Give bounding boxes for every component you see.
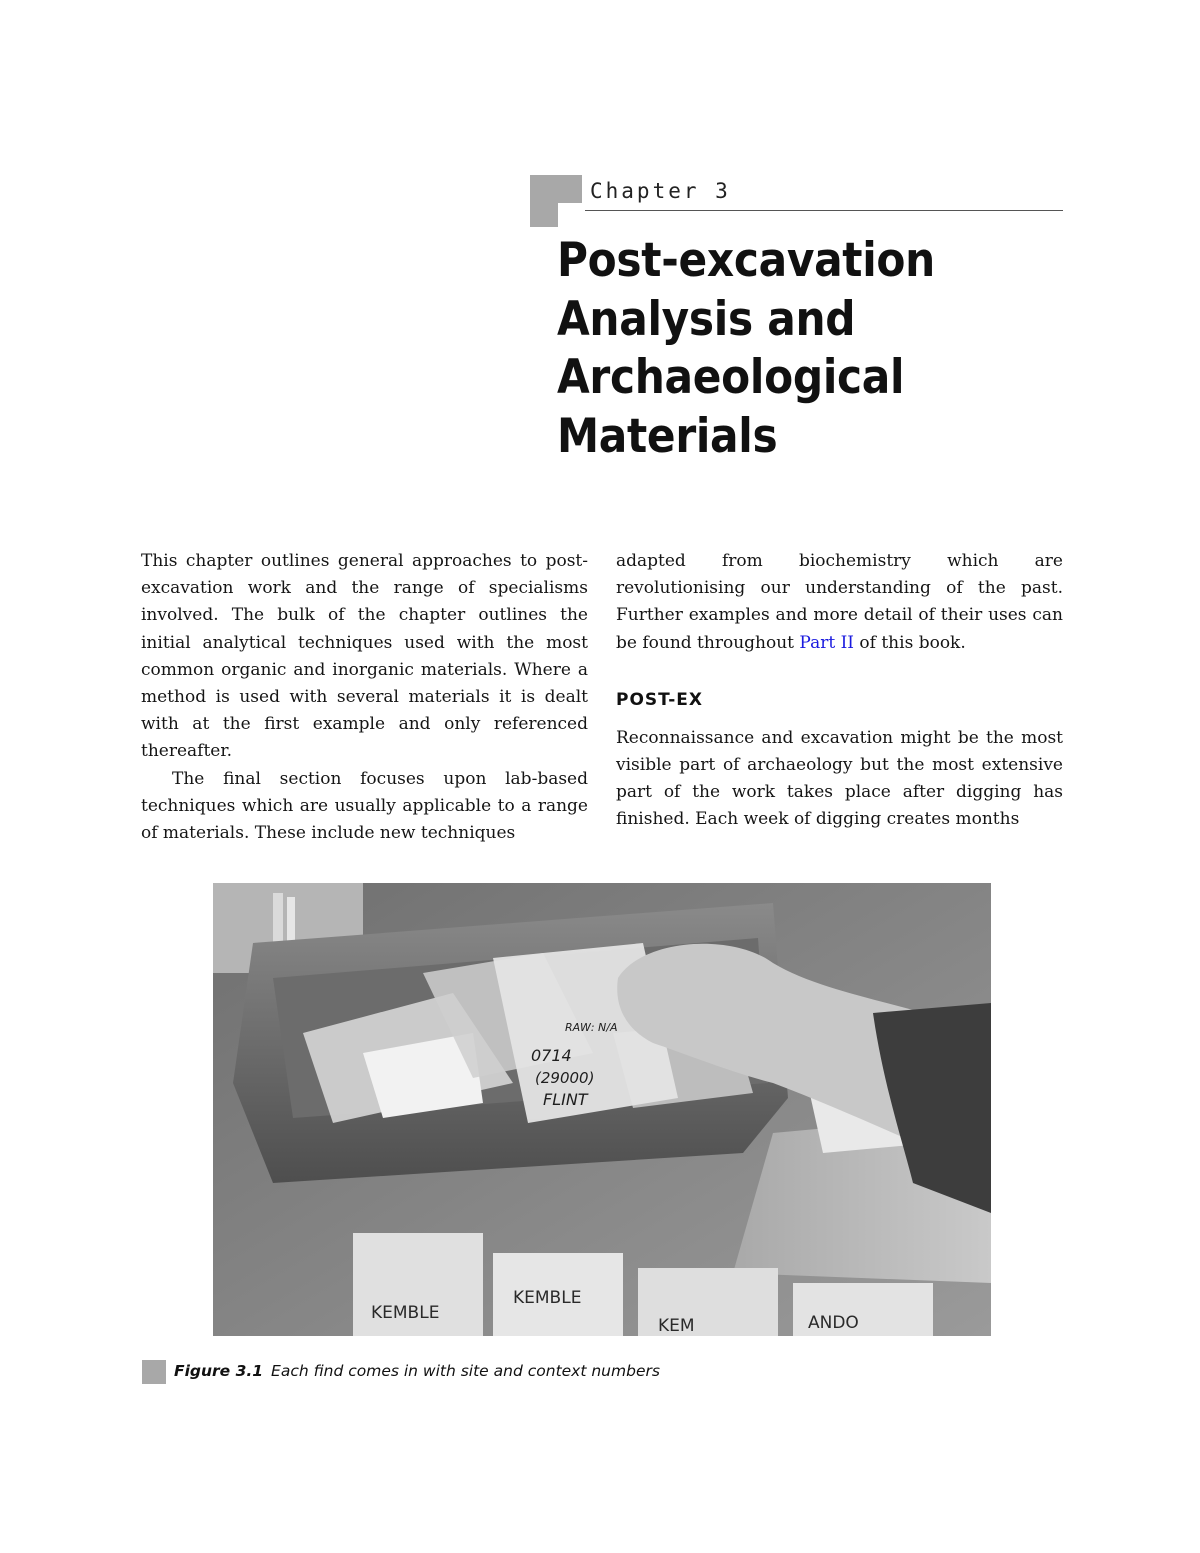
post-ex-paragraph: Reconnaissance and excavation might be the most visible part of archaeology but the most extensive part of the work takes place after digging has finished. Each week of digging creates months — [616, 727, 1063, 830]
part-ii-link[interactable]: Part II — [799, 632, 855, 653]
chapter-rule — [585, 210, 1063, 211]
chapter-title — [557, 232, 1077, 466]
section-heading-post-ex: POST-EX — [616, 689, 704, 710]
figure-photo-illustration — [213, 883, 991, 1336]
box-label-kemble-1: KEMBLE — [371, 1303, 440, 1323]
continuation-text-end: of this book. — [854, 632, 966, 653]
chapter-title-line-2: Analysis and — [557, 291, 856, 347]
continuation-paragraph — [616, 548, 1063, 657]
chapter-label: Chapter 3 — [590, 179, 731, 203]
intro-paragraph: This chapter outlines general approaches to post-excavation work and the range of specialisms involved. The bulk of the chapter outlines the initial analytical techniques used with the most common organic and inorganic materials. Where a method is used with several materials it is dealt with at the first example and only referenced thereafter. — [141, 551, 588, 762]
caption-marker — [142, 1360, 166, 1384]
chapter-marker-notch — [558, 203, 582, 227]
chapter-title-line-3: Archaeological — [557, 350, 905, 405]
box-label-ando: ANDO — [808, 1313, 859, 1333]
box-label-kem: KEM — [658, 1316, 695, 1336]
continuation-text: adapted from biochemistry which are revolutionising our understanding of the past. Further examples and more detail of their uses can be found throughout — [616, 551, 1063, 653]
figure-photo — [213, 883, 991, 1336]
bag-label-context: (29000) — [535, 1069, 595, 1087]
chapter-title-line-1: Post-excavation — [557, 233, 935, 288]
bag-label-material: FLINT — [543, 1090, 588, 1109]
final-section-paragraph: The final section focuses upon lab-based techniques which are usually applicable to a range of materials. These include new techniques — [141, 768, 588, 844]
chapter-title-line-4: Materials — [557, 408, 778, 464]
figure-caption-number: Figure 3.1 — [174, 1362, 264, 1380]
bag-label-site: 0714 — [531, 1046, 572, 1065]
figure-caption — [174, 1360, 660, 1382]
right-column — [616, 548, 1063, 834]
left-column — [141, 548, 588, 847]
bag-label-raw: RAW: N/A — [565, 1021, 618, 1034]
figure-caption-text: Each find comes in with site and context numbers — [271, 1362, 660, 1380]
box-label-kemble-2: KEMBLE — [513, 1288, 582, 1308]
